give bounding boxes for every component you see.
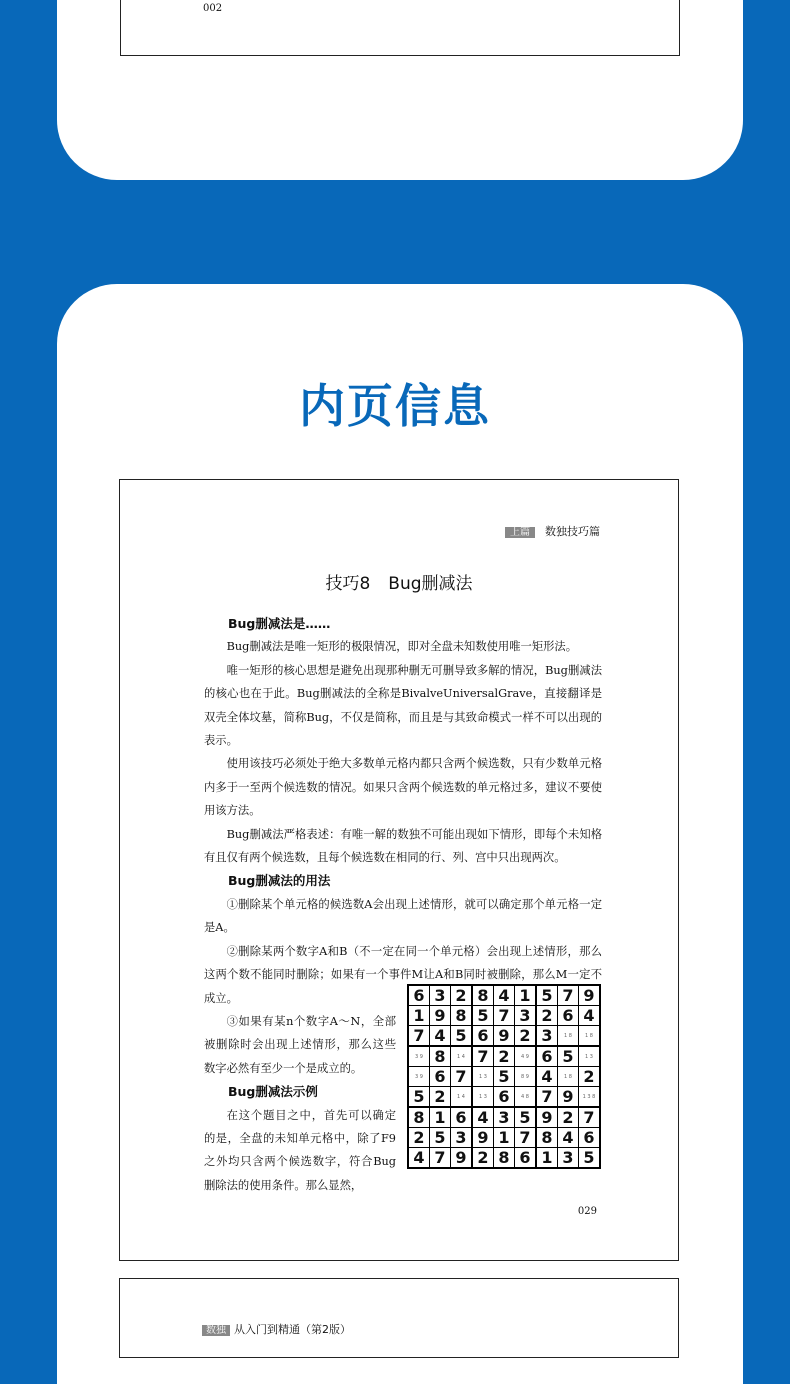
sudoku-grid xyxy=(407,984,601,1169)
sudoku-cell: 6 xyxy=(494,1087,515,1108)
sudoku-cell: 6 xyxy=(515,1148,537,1169)
paragraph: 在这个题目之中，首先可以确定的是，全盘的未知单元格中，除了F9之外均只含两个候选数字，符合Bug删除法的使用条件。那么显然， xyxy=(204,1108,396,1192)
sudoku-cell: 6 xyxy=(430,1067,451,1087)
sudoku-cell: 4 xyxy=(579,1006,601,1026)
sudoku-cell: 1 xyxy=(408,1006,430,1026)
sudoku-cell: 7 xyxy=(579,1107,601,1128)
sudoku-cell: 1 4 xyxy=(451,1046,473,1067)
sudoku-cell: 3 xyxy=(430,985,451,1006)
sudoku-row xyxy=(408,1006,600,1026)
sudoku-cell: 6 xyxy=(536,1046,558,1067)
section-title: 内页信息 xyxy=(299,379,491,433)
sudoku-row xyxy=(408,1026,600,1047)
sudoku-cell: 5 xyxy=(430,1128,451,1148)
sudoku-row xyxy=(408,1128,600,1148)
sudoku-cell: 5 xyxy=(536,985,558,1006)
page-number: 002 xyxy=(203,3,223,14)
paragraph: ③如果有某n个数字A～N，全部被删除时会出现上述情形，那么这些数字必然有至少一个是成立的。 xyxy=(204,1014,396,1075)
sudoku-cell: 5 xyxy=(408,1087,430,1108)
sudoku-cell: 7 xyxy=(472,1046,494,1067)
sudoku-cell: 1 3 xyxy=(472,1067,494,1087)
sudoku-cell: 2 xyxy=(494,1046,515,1067)
sudoku-cell: 2 xyxy=(515,1026,537,1047)
sudoku-row xyxy=(408,985,600,1006)
next-page-tag: 数独 xyxy=(202,1325,230,1336)
sudoku-row xyxy=(408,1087,600,1108)
sudoku-cell: 7 xyxy=(515,1128,537,1148)
sudoku-cell: 7 xyxy=(430,1148,451,1169)
sudoku-cell: 1 xyxy=(430,1107,451,1128)
sudoku-cell: 9 xyxy=(579,985,601,1006)
running-head xyxy=(505,523,600,539)
sudoku-cell: 1 8 xyxy=(558,1026,579,1047)
sudoku-cell: 6 xyxy=(579,1128,601,1148)
running-head-text: 数独技巧篇 xyxy=(545,525,600,538)
sudoku-row xyxy=(408,1046,600,1067)
next-page-header-text: 从入门到精通（第2版） xyxy=(234,1323,351,1336)
heading-example: Bug删减法示例 xyxy=(228,1084,318,1100)
sudoku-cell: 1 xyxy=(515,985,537,1006)
sudoku-row xyxy=(408,1107,600,1128)
book-page-preview xyxy=(119,479,679,1261)
sudoku-cell: 3 xyxy=(558,1148,579,1169)
sudoku-cell: 8 xyxy=(472,985,494,1006)
sudoku-cell: 7 xyxy=(558,985,579,1006)
heading-intro: Bug删减法是…… xyxy=(228,616,331,631)
sudoku-cell: 1 xyxy=(494,1128,515,1148)
paragraph: ②删除某两个数字A和B（不一定在同一个单元格）会出现上述情形，那么这两个数不能同时删除；如果有一个事件M让A和B同时被删除，那么M一定不成立。 xyxy=(204,944,602,1005)
sudoku-cell: 1 3 xyxy=(579,1046,601,1067)
sudoku-cell: 4 8 xyxy=(515,1087,537,1108)
title-technique: 技巧8 xyxy=(325,574,371,594)
sudoku-cell: 8 xyxy=(451,1006,473,1026)
sudoku-cell: 2 xyxy=(472,1148,494,1169)
sudoku-cell: 8 xyxy=(536,1128,558,1148)
sudoku-cell: 2 xyxy=(430,1087,451,1108)
page-number: 029 xyxy=(577,1206,597,1217)
sudoku-cell: 9 xyxy=(451,1148,473,1169)
next-page-preview xyxy=(119,1278,679,1358)
sudoku-cell: 5 xyxy=(515,1107,537,1128)
sudoku-cell: 8 xyxy=(408,1107,430,1128)
sudoku-cell: 5 xyxy=(558,1046,579,1067)
paragraph: Bug删减法严格表述：有唯一解的数独不可能出现如下情形，即每个未知格有且仅有两个候选数，且每个候选数在相同的行、列、宫中只出现两次。 xyxy=(204,827,602,865)
paragraph: Bug删减法是唯一矩形的极限情况，即对全盘未知数使用唯一矩形法。 xyxy=(226,640,578,654)
sudoku-cell: 2 xyxy=(451,985,473,1006)
sudoku-cell: 9 xyxy=(430,1006,451,1026)
paragraph: 使用该技巧必须处于绝大多数单元格内都只含两个候选数，只有少数单元格内多于一至两个候选数的情况。如果只含两个候选数的单元格过多，建议不要使用该方法。 xyxy=(204,757,602,818)
sudoku-cell: 6 xyxy=(472,1026,494,1047)
sudoku-cell: 4 xyxy=(536,1067,558,1087)
sudoku-cell: 1 3 8 xyxy=(579,1087,601,1108)
sudoku-cell: 1 xyxy=(536,1148,558,1169)
next-page-header xyxy=(202,1321,351,1337)
sudoku-cell: 3 9 xyxy=(408,1046,430,1067)
page-title xyxy=(120,569,678,594)
sudoku-cell: 2 xyxy=(579,1067,601,1087)
sudoku-cell: 2 xyxy=(408,1128,430,1148)
sudoku-cell: 3 xyxy=(451,1128,473,1148)
sudoku-cell: 8 xyxy=(494,1148,515,1169)
sudoku-cell: 4 xyxy=(408,1148,430,1169)
paragraph: ①删除某个单元格的候选数A会出现上述情形，就可以确定那个单元格一定是A。 xyxy=(204,897,602,935)
sudoku-cell: 6 xyxy=(558,1006,579,1026)
running-head-tag: 上篇 xyxy=(505,527,535,538)
sudoku-cell: 1 8 xyxy=(558,1067,579,1087)
sudoku-cell: 6 xyxy=(408,985,430,1006)
sudoku-cell: 4 xyxy=(472,1107,494,1128)
sudoku-cell: 7 xyxy=(451,1067,473,1087)
sudoku-cell: 1 3 xyxy=(472,1087,494,1108)
sudoku-cell: 5 xyxy=(451,1026,473,1047)
title-name: Bug删减法 xyxy=(388,574,473,594)
sudoku-cell: 9 xyxy=(494,1026,515,1047)
sudoku-cell: 2 xyxy=(536,1006,558,1026)
sudoku-cell: 4 9 xyxy=(515,1046,537,1067)
sudoku-cell: 3 xyxy=(515,1006,537,1026)
sudoku-cell: 9 xyxy=(558,1087,579,1108)
sudoku-cell: 3 xyxy=(494,1107,515,1128)
sudoku-cell: 4 xyxy=(558,1128,579,1148)
sudoku-cell: 5 xyxy=(494,1067,515,1087)
sudoku-cell: 8 9 xyxy=(515,1067,537,1087)
previous-page-preview xyxy=(120,0,680,56)
sudoku-cell: 3 xyxy=(536,1026,558,1047)
sudoku-cell: 9 xyxy=(536,1107,558,1128)
sudoku-cell: 9 xyxy=(472,1128,494,1148)
sudoku-cell: 2 xyxy=(558,1107,579,1128)
paragraph: 唯一矩形的核心思想是避免出现那种删无可删导致多解的情况，Bug删减法的核心也在于此。Bug删减法的全称是BivalveUniversalGrave，直接翻译是双壳全体坟墓，简称Bug，不仅是简称，而且是与其致命模式一样不可以出现的表示。 xyxy=(204,663,602,748)
sudoku-cell: 8 xyxy=(430,1046,451,1067)
sudoku-cell: 7 xyxy=(494,1006,515,1026)
sudoku-cell: 6 xyxy=(451,1107,473,1128)
sudoku-cell: 4 xyxy=(430,1026,451,1047)
sudoku-cell: 5 xyxy=(579,1148,601,1169)
sudoku-row xyxy=(408,1148,600,1169)
heading-usage: Bug删减法的用法 xyxy=(228,873,331,889)
sudoku-cell: 3 9 xyxy=(408,1067,430,1087)
sudoku-cell: 1 8 xyxy=(579,1026,601,1047)
sudoku-cell: 5 xyxy=(472,1006,494,1026)
sudoku-cell: 4 xyxy=(494,985,515,1006)
sudoku-cell: 7 xyxy=(408,1026,430,1047)
sudoku-cell: 1 4 xyxy=(451,1087,473,1108)
sudoku-cell: 7 xyxy=(536,1087,558,1108)
sudoku-row xyxy=(408,1067,600,1087)
